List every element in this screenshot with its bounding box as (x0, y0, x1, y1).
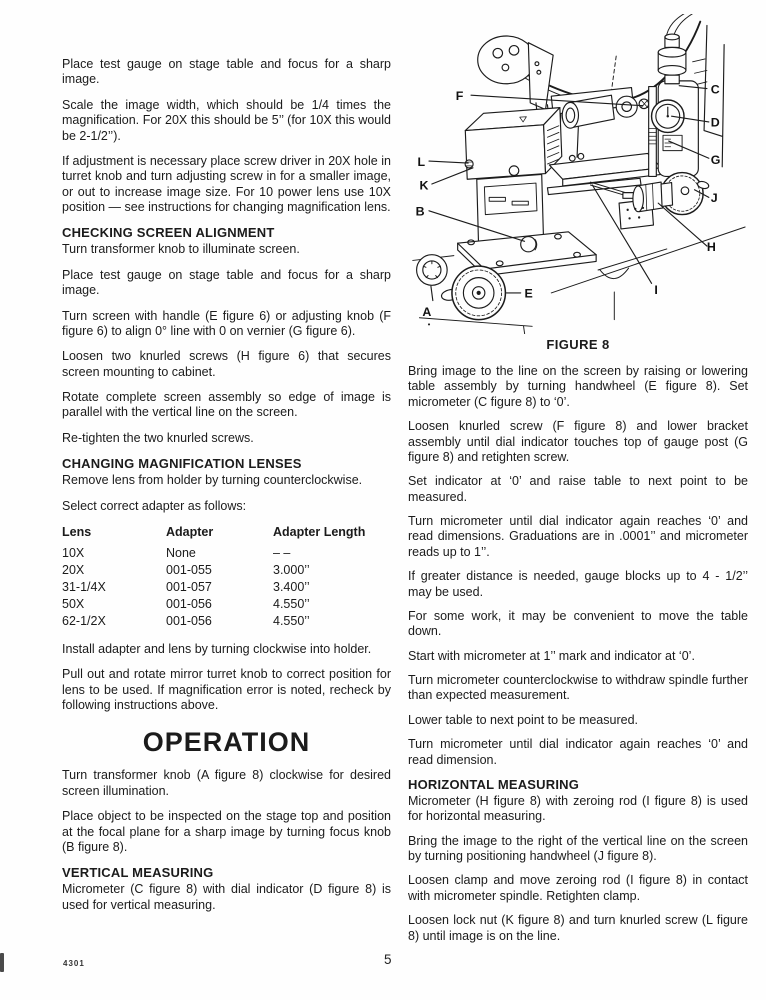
paragraph: For some work, it may be convenient to move the table down. (408, 608, 748, 639)
figure-label-D: D (710, 115, 720, 130)
figure-label-A: A (422, 304, 432, 319)
figure-label-B: B (415, 204, 425, 219)
right-column (408, 14, 748, 953)
column-header-adapter-length: Adapter Length (273, 524, 366, 539)
cell-adapter-length: 4.550’’ (273, 596, 310, 611)
cell-adapter: 001-057 (166, 579, 212, 594)
cell-lens: 10X (62, 545, 85, 560)
table-row (62, 613, 391, 630)
paragraph: Start with micrometer at 1’’ mark and indicator at ‘0’. (408, 648, 695, 663)
cell-lens: 62-1/2X (62, 613, 106, 628)
heading-vertical-measuring: VERTICAL MEASURING (62, 865, 214, 881)
adapter-table-header-row (62, 524, 391, 545)
paragraph: Micrometer (C figure 8) with dial indicator (D figure 8) is used for vertical measuring. (62, 882, 391, 912)
figure-label-G: G (710, 152, 721, 167)
figure-label-H: H (706, 239, 716, 254)
cell-adapter-length: 3.400’’ (273, 579, 310, 594)
column-header-lens: Lens (62, 524, 92, 539)
table-row (62, 596, 391, 613)
paragraph: Micrometer (H figure 8) with zeroing rod (I figure 8) is used for horizontal measuring. (408, 793, 748, 824)
heading-operation: OPERATION (142, 727, 311, 758)
paragraph: Bring the image to the right of the vertical line on the screen by turning positioning handwheel (J figure 8). (408, 833, 748, 863)
cell-adapter-length: 4.550’’ (273, 613, 310, 628)
cell-lens: 31-1/4X (62, 579, 106, 594)
page-number: 5 (384, 952, 392, 967)
paragraph: Loosen clamp and move zeroing rod (I figure 8) in contact with micrometer spindle. Retighten clamp. (408, 873, 748, 903)
scan-artifact (0, 953, 4, 972)
cell-lens: 20X (62, 562, 85, 577)
paragraph: Turn micrometer counterclockwise to withdraw spindle further than expected measurement. (408, 673, 748, 703)
figure-8-illustration (408, 14, 748, 334)
paragraph: Scale the image width, which should be 1/4 times the magnification. For 20X this should be 5’’ (for 10X this would be 2-1/2’’). (62, 97, 391, 143)
figure-label-K: K (419, 178, 429, 193)
paragraph: Set indicator at ‘0’ and raise table to next point to be measured. (408, 474, 748, 504)
paragraph: Pull out and rotate mirror turret knob to correct position for lens to be used. If magnification error is noted, recheck by following instructions above. (62, 667, 391, 712)
paragraph: Turn micrometer until dial indicator again reaches ‘0’ and read dimensions. Graduations are in .0001’’ and micrometer reads up to 1’’. (408, 514, 748, 559)
paragraph: Place test gauge on stage table and focus for a sharp image. (62, 267, 391, 298)
paragraph: Turn transformer knob to illuminate screen. (62, 242, 300, 257)
paragraph: Remove lens from holder by turning counterclockwise. (62, 473, 363, 488)
figure-label-E: E (524, 286, 533, 301)
heading-horizontal-measuring: HORIZONTAL MEASURING (408, 776, 580, 792)
heading-changing-magnification-lenses: CHANGING MAGNIFICATION LENSES (62, 456, 302, 472)
figure-label-L: L (417, 154, 426, 169)
cell-adapter: 001-056 (166, 613, 212, 628)
paragraph: If adjustment is necessary place screw driver in 20X hole in turret knob and turn adjusting screw in for a smaller image, or out to increase image size. For 10 power lens use 10X position — see instructions for changing magnification lens. (62, 153, 391, 214)
cell-adapter: None (166, 545, 196, 560)
paragraph: Bring image to the line on the screen by raising or lowering table assembly by turning handwheel (E figure 8). Set micrometer (C figure 8) to ‘0’. (408, 364, 748, 409)
paragraph: Turn screen with handle (E figure 6) or adjusting knob (F figure 6) to align 0° line with 0 on vernier (G figure 6). (62, 308, 391, 338)
cell-adapter-length: 3.000’’ (273, 562, 310, 577)
table-row (62, 545, 391, 562)
figure-label-J: J (710, 191, 718, 206)
paragraph: Loosen knurled screw (F figure 8) and lower bracket assembly until dial indicator touches top of gauge post (G figure 8) and retighten screw. (408, 419, 748, 464)
table-row (62, 562, 391, 579)
paragraph: Loosen lock nut (K figure 8) and turn knurled screw (L figure 8) until image is on the line. (408, 913, 748, 943)
column-header-adapter: Adapter (166, 524, 214, 539)
adapter-table (62, 524, 391, 630)
cell-adapter: 001-055 (166, 562, 212, 577)
cell-lens: 50X (62, 596, 85, 611)
form-number: 4301 (63, 959, 85, 968)
paragraph: Turn micrometer until dial indicator again reaches ‘0’ and read dimension. (408, 737, 748, 767)
figure-label-I: I (654, 282, 658, 297)
paragraph: Re-tighten the two knurled screws. (62, 430, 254, 445)
paragraph: Select correct adapter as follows: (62, 498, 247, 513)
paragraph: If greater distance is needed, gauge blocks up to 4 - 1/2’’ may be used. (408, 569, 748, 599)
paragraph: Turn transformer knob (A figure 8) clockwise for desired screen illumination. (62, 768, 391, 798)
paragraph: Lower table to next point to be measured. (408, 712, 639, 727)
table-row (62, 579, 391, 596)
left-column (62, 57, 391, 923)
figure-caption: FIGURE 8 (546, 337, 610, 352)
cell-adapter-length: – – (273, 545, 291, 560)
figure-label-F: F (455, 88, 464, 103)
figure-8 (408, 14, 748, 352)
cell-adapter: 001-056 (166, 596, 212, 611)
paragraph: Place test gauge on stage table and focus for a sharp image. (62, 57, 391, 87)
paragraph: Install adapter and lens by turning clockwise into holder. (62, 641, 372, 656)
heading-checking-screen-alignment: CHECKING SCREEN ALIGNMENT (62, 225, 275, 241)
paragraph: Place object to be inspected on the stage top and position at the focal plane for a sharp image by turning focus knob (B figure 8). (62, 809, 391, 854)
paragraph: Loosen two knurled screws (H figure 6) that secures screen mounting to cabinet. (62, 349, 391, 379)
figure-label-C: C (710, 82, 720, 97)
paragraph: Rotate complete screen assembly so edge of image is parallel with the vertical line on the screen. (62, 390, 391, 420)
